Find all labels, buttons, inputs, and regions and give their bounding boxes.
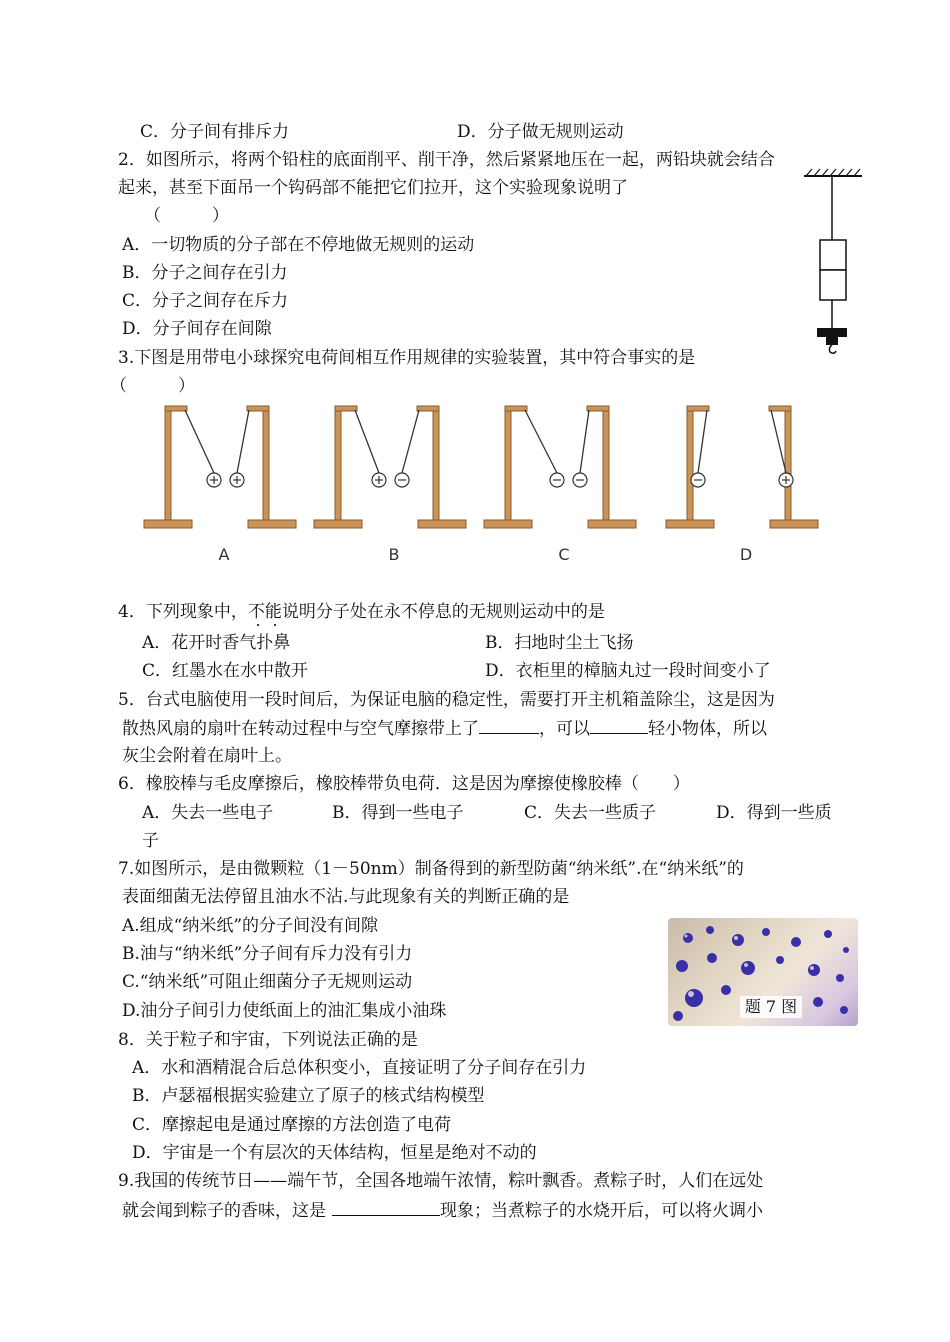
q4-stem-prefix: 4．下列现象中， bbox=[118, 602, 248, 622]
q2-stem-1: 2．如图所示，将两个铅柱的底面削平、削干净，然后紧紧地压在一起，两铅块就会结合 bbox=[118, 150, 775, 170]
q4-option-b: B．扫地时尘土飞扬 bbox=[485, 633, 634, 653]
stand-b-arm-right bbox=[417, 406, 439, 411]
charged-ball-figure bbox=[130, 400, 830, 572]
thread-d-2 bbox=[771, 410, 786, 473]
q6-option-d-wrap: 子 bbox=[142, 831, 159, 851]
stand-c-post-right bbox=[603, 408, 609, 520]
figure-label-a: A bbox=[218, 545, 230, 564]
stand-b-post-right bbox=[433, 408, 439, 520]
q4-option-d: D．衣柜里的樟脑丸过一段时间变小了 bbox=[485, 661, 771, 681]
stand-a-base-left bbox=[144, 520, 192, 528]
q4-option-c: C．红墨水在水中散开 bbox=[142, 661, 309, 681]
q4-emphasis-1: 不 bbox=[247, 602, 265, 622]
q4-stem-suffix: 说明分子处在永不停息的无规则运动中的是 bbox=[281, 602, 605, 622]
q6-stem: 6．橡胶棒与毛皮摩擦后，橡胶棒带负电荷．这是因为摩擦使橡胶棒（ ） bbox=[118, 774, 690, 794]
q2-option-d: D．分子间存在间隙 bbox=[122, 319, 272, 339]
q2-answer-bracket: （ ） bbox=[144, 206, 229, 226]
stand-a-arm-right bbox=[247, 406, 269, 411]
q6-option-a: A．失去一些电子 bbox=[142, 803, 274, 823]
stand-d-arm-right bbox=[769, 406, 791, 411]
stand-c-post-left bbox=[505, 408, 511, 520]
q5-stem-1: 5．台式电脑使用一段时间后，为保证电脑的稳定性，需要打开主机箱盖除尘，这是因为 bbox=[118, 690, 775, 710]
q6-option-d: D．得到一些质 bbox=[716, 803, 832, 823]
q6-option-c: C．失去一些质子 bbox=[524, 803, 657, 823]
figure-7-caption: 题 7 图 bbox=[740, 996, 802, 1018]
stand-b-base-right bbox=[418, 520, 466, 528]
q3-stem: 3.下图是用带电小球探究电荷间相互作用规律的实验装置，其中符合事实的是 bbox=[118, 348, 696, 368]
stand-a-arm-left bbox=[165, 406, 187, 411]
figure-label-d: D bbox=[739, 545, 753, 564]
stand-d-base-left bbox=[666, 520, 714, 528]
q1-option-d: D．分子做无规则运动 bbox=[457, 122, 624, 142]
figure-label-c: C bbox=[558, 545, 570, 564]
q2-option-b: B．分子之间存在引力 bbox=[122, 263, 288, 283]
stand-b-arm-left bbox=[335, 406, 357, 411]
stand-d-post-right bbox=[785, 408, 791, 520]
q4-stem bbox=[118, 600, 605, 624]
stand-d-arm-left bbox=[687, 406, 709, 411]
q5-blank-1[interactable] bbox=[479, 716, 539, 734]
stand-a-post-left bbox=[165, 408, 171, 520]
thread-c-1 bbox=[525, 410, 557, 473]
q8-stem: 8．关于粒子和宇宙，下列说法正确的是 bbox=[118, 1030, 418, 1050]
q1-option-c: C．分子间有排斥力 bbox=[140, 122, 290, 142]
nano-paper-photo bbox=[668, 918, 858, 1026]
thread-b-1 bbox=[355, 410, 379, 473]
q3-answer-bracket: （ ） bbox=[110, 376, 195, 396]
stand-c-arm-left bbox=[505, 406, 527, 411]
thread-a-2 bbox=[237, 410, 249, 473]
q4-emphasis-2: 能 bbox=[264, 602, 282, 622]
q7-stem-1: 7.如图所示，是由微颗粒（1－50nm）制备得到的新型防菌“纳米纸”.在“纳米纸”的 bbox=[118, 859, 744, 879]
q9-stem-1: 9.我国的传统节日——端午节，全国各地端午浓情，粽叶飘香。煮粽子时，人们在远处 bbox=[118, 1171, 764, 1191]
q8-option-d: D．宇宙是一个有层次的天体结构，恒星是绝对不动的 bbox=[132, 1143, 537, 1163]
q9-text-2: 现象；当煮粽子的水烧开后，可以将火调小 bbox=[440, 1201, 763, 1221]
q5-text-2: ，可以 bbox=[539, 719, 590, 739]
stand-c-arm-right bbox=[587, 406, 609, 411]
thread-d-1 bbox=[698, 410, 707, 473]
q7-option-d: D.油分子间引力使纸面上的油汇集成小油珠 bbox=[122, 1001, 447, 1021]
lead-cylinder-figure bbox=[798, 168, 868, 356]
figure-label-b: B bbox=[388, 545, 400, 564]
q9-stem-2 bbox=[122, 1198, 763, 1223]
q5-stem-2 bbox=[122, 716, 767, 741]
q5-text-1: 散热风扇的扇叶在转动过程中与空气摩擦带上了 bbox=[122, 719, 479, 739]
q9-text-1: 就会闻到粽子的香味，这是 bbox=[122, 1201, 326, 1221]
stand-a-base-right bbox=[248, 520, 296, 528]
stand-d-base-right bbox=[770, 520, 818, 528]
thread-a-1 bbox=[185, 410, 214, 473]
thread-b-2 bbox=[402, 410, 419, 473]
q8-option-b: B．卢瑟福根据实验建立了原子的核式结构模型 bbox=[132, 1086, 485, 1106]
stand-c-base-right bbox=[588, 520, 636, 528]
stand-c-base-left bbox=[484, 520, 532, 528]
q8-option-a: A．水和酒精混合后总体积变小，直接证明了分子间存在引力 bbox=[132, 1058, 587, 1078]
q2-option-a: A．一切物质的分子部在不停地做无规则的运动 bbox=[122, 235, 475, 255]
q9-blank-1[interactable] bbox=[332, 1198, 440, 1216]
q6-option-b: B．得到一些电子 bbox=[332, 803, 464, 823]
q5-blank-2[interactable] bbox=[590, 716, 648, 734]
q8-option-c: C．摩擦起电是通过摩擦的方法创造了电荷 bbox=[132, 1115, 452, 1135]
q4-option-a: A．花开时香气扑鼻 bbox=[142, 633, 291, 653]
stand-b-post-left bbox=[335, 408, 341, 520]
q5-text-3: 轻小物体，所以 bbox=[648, 719, 767, 739]
q2-option-c: C．分子之间存在斥力 bbox=[122, 291, 289, 311]
q5-stem-3: 灰尘会附着在扇叶上。 bbox=[122, 746, 292, 766]
q7-option-a: A.组成“纳米纸”的分子间没有间隙 bbox=[122, 916, 379, 936]
stand-d-post-left bbox=[687, 408, 693, 520]
q2-stem-2: 起来，甚至下面吊一个钩码部不能把它们拉开，这个实验现象说明了 bbox=[118, 178, 628, 198]
stand-b-base-left bbox=[314, 520, 362, 528]
q7-option-b: B.油与“纳米纸”分子间有斥力没有引力 bbox=[122, 944, 413, 964]
q7-option-c: C.“纳米纸”可阻止细菌分子无规则运动 bbox=[122, 972, 413, 992]
thread-c-2 bbox=[580, 410, 589, 473]
q7-stem-2: 表面细菌无法停留且油水不沾.与此现象有关的判断正确的是 bbox=[122, 887, 570, 907]
stand-a-post-right bbox=[263, 408, 269, 520]
